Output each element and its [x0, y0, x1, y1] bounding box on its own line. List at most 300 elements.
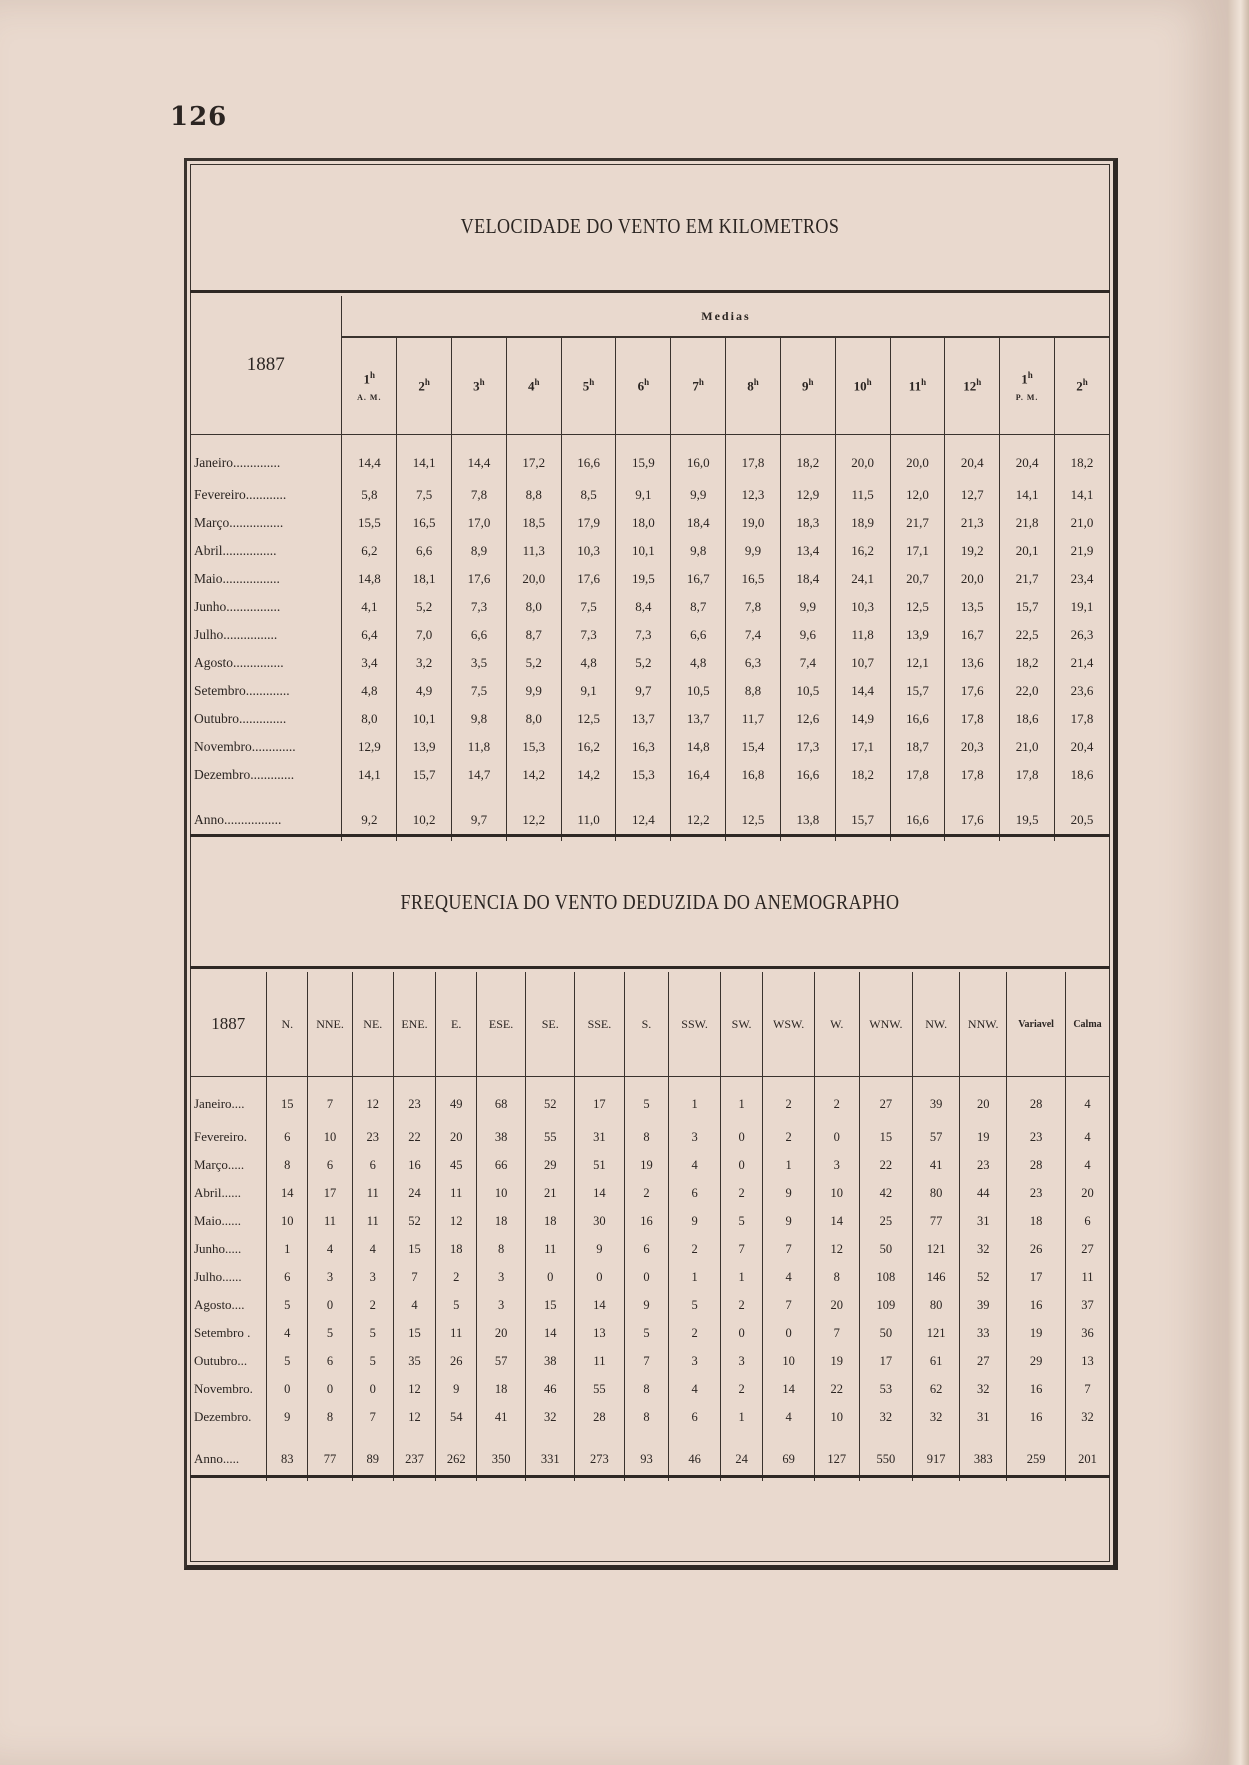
table-cell: 14: [575, 1291, 624, 1319]
table-cell: 0: [308, 1291, 353, 1319]
table-cell: 8: [624, 1403, 669, 1431]
table-cell: 262: [436, 1431, 477, 1481]
table-cell: 77: [308, 1431, 353, 1481]
table-cell: 14: [575, 1179, 624, 1207]
table-cell: 17,1: [890, 537, 945, 565]
table-cell: 6: [267, 1263, 308, 1291]
table-cell: 550: [859, 1431, 912, 1481]
table-cell: 32: [1066, 1403, 1110, 1431]
table-cell: 15: [526, 1291, 575, 1319]
table-cell: 44: [960, 1179, 1007, 1207]
velocity-table: [190, 296, 1110, 841]
table-cell: 14: [814, 1207, 859, 1235]
table-cell: 6: [308, 1347, 353, 1375]
row-label: Julho......: [190, 1263, 267, 1291]
table-cell: 22: [859, 1151, 912, 1179]
table-cell: 0: [575, 1263, 624, 1291]
hour-header: [561, 337, 616, 435]
hour-suffix: h: [644, 377, 650, 388]
hour-header: [726, 337, 781, 435]
table-cell: 16,6: [780, 761, 835, 793]
table-cell: 5: [624, 1319, 669, 1347]
table-cell: 17,1: [835, 733, 890, 761]
table-row: [190, 1403, 1110, 1431]
table-cell: 3: [477, 1291, 526, 1319]
hour-number: 5: [582, 378, 590, 394]
table-cell: 4: [308, 1235, 353, 1263]
table-cell: 29: [526, 1151, 575, 1179]
table-cell: 15,7: [397, 761, 452, 793]
table-cell: 17,8: [726, 435, 781, 482]
table-cell: 4,8: [342, 677, 397, 705]
table-cell: 13,7: [616, 705, 671, 733]
table-cell: 18,7: [890, 733, 945, 761]
table-cell: 10,1: [397, 705, 452, 733]
table-cell: 5,2: [616, 649, 671, 677]
direction-header: SE.: [526, 972, 575, 1077]
hour-number: 7: [692, 378, 699, 394]
table-cell: 0: [720, 1319, 763, 1347]
table-cell: 55: [575, 1375, 624, 1403]
table-cell: 12,4: [616, 793, 671, 841]
table-cell: 13,8: [780, 793, 835, 841]
table-cell: 15,7: [890, 677, 945, 705]
table-cell: 9,2: [342, 793, 397, 841]
table-cell: 57: [477, 1347, 526, 1375]
table-cell: 20: [814, 1291, 859, 1319]
table-cell: 26: [436, 1347, 477, 1375]
table-cell: 201: [1066, 1431, 1110, 1481]
table-cell: 19,5: [1000, 793, 1055, 841]
table-row: [190, 649, 1110, 677]
table-cell: 21,8: [1000, 509, 1055, 537]
page-number: 126: [170, 102, 228, 132]
table-cell: 18: [436, 1235, 477, 1263]
table-row: [190, 1207, 1110, 1235]
direction-header: ESE.: [477, 972, 526, 1077]
hour-header: [1000, 337, 1055, 435]
table-cell: 36: [1066, 1319, 1110, 1347]
table-cell: 11: [526, 1235, 575, 1263]
table-cell: 7: [624, 1347, 669, 1375]
table-row: [190, 435, 1110, 482]
table-cell: 10,5: [780, 677, 835, 705]
table-cell: 6,2: [342, 537, 397, 565]
table-cell: 9: [763, 1179, 814, 1207]
table-cell: 237: [393, 1431, 436, 1481]
table-cell: 21,4: [1054, 649, 1109, 677]
table-cell: 21,9: [1054, 537, 1109, 565]
frequency-title: FREQUENCIA DO VENTO DEDUZIDA DO ANEMOGRAPHO: [400, 890, 900, 914]
table-cell: 41: [913, 1151, 960, 1179]
table-cell: 61: [913, 1347, 960, 1375]
table-cell: 9,7: [616, 677, 671, 705]
table-cell: 18: [1007, 1207, 1066, 1235]
table-cell: 20,0: [506, 565, 561, 593]
table-cell: 24: [393, 1179, 436, 1207]
table-cell: 17,3: [780, 733, 835, 761]
table-cell: 14,7: [452, 761, 507, 793]
hour-suffix: h: [479, 377, 485, 388]
table-cell: 14,2: [561, 761, 616, 793]
table-cell: 16,4: [671, 761, 726, 793]
table-cell: 18,4: [780, 565, 835, 593]
table-cell: 10,2: [397, 793, 452, 841]
table-cell: 2: [436, 1263, 477, 1291]
table-cell: 42: [859, 1179, 912, 1207]
table-cell: 19,5: [616, 565, 671, 593]
table-cell: 6: [308, 1151, 353, 1179]
table-cell: 1: [720, 1263, 763, 1291]
table-cell: 89: [352, 1431, 393, 1481]
table-cell: 8,0: [506, 705, 561, 733]
table-cell: 17,9: [561, 509, 616, 537]
table-cell: 4: [763, 1403, 814, 1431]
table-cell: 66: [477, 1151, 526, 1179]
table-cell: 38: [526, 1347, 575, 1375]
table-cell: 14,1: [397, 435, 452, 482]
direction-header: E.: [436, 972, 477, 1077]
table-cell: 146: [913, 1263, 960, 1291]
table-cell: 14: [526, 1319, 575, 1347]
hour-header: [397, 337, 452, 435]
table-cell: 11: [352, 1179, 393, 1207]
table-cell: 12: [393, 1375, 436, 1403]
table-cell: 350: [477, 1431, 526, 1481]
table-cell: 16,6: [890, 793, 945, 841]
hour-number: 11: [908, 378, 922, 394]
table-cell: 7,4: [780, 649, 835, 677]
table-cell: 7,5: [561, 593, 616, 621]
table-cell: 31: [960, 1403, 1007, 1431]
table-cell: 20: [1066, 1179, 1110, 1207]
table-cell: 22: [393, 1123, 436, 1151]
medias-header: Medias: [342, 296, 1110, 337]
hour-suffix: h: [753, 377, 759, 388]
table-cell: 32: [859, 1403, 912, 1431]
table-cell: 5,2: [397, 593, 452, 621]
table-row: [190, 1291, 1110, 1319]
table-cell: 6,6: [397, 537, 452, 565]
table-cell: 16,8: [726, 761, 781, 793]
table-cell: 17,2: [506, 435, 561, 482]
table-cell: 49: [436, 1077, 477, 1124]
table-row: [190, 705, 1110, 733]
hour-suffix: h: [370, 369, 376, 380]
frequency-top-rule: [190, 966, 1110, 969]
frequency-table: [190, 972, 1110, 1481]
table-cell: 5: [669, 1291, 720, 1319]
table-cell: 20,5: [1054, 793, 1109, 841]
table-cell: 12: [352, 1077, 393, 1124]
table-cell: 17: [1007, 1263, 1066, 1291]
table-cell: 383: [960, 1431, 1007, 1481]
table-cell: 4: [267, 1319, 308, 1347]
table-cell: 7,3: [561, 621, 616, 649]
table-cell: 0: [720, 1151, 763, 1179]
row-label: Maio......: [190, 1207, 267, 1235]
table-cell: 22,0: [1000, 677, 1055, 705]
table-cell: 13,9: [397, 733, 452, 761]
table-cell: 5,2: [506, 649, 561, 677]
table-cell: 7,3: [616, 621, 671, 649]
table-cell: 25: [859, 1207, 912, 1235]
table-cell: 21,7: [1000, 565, 1055, 593]
table-cell: 13,5: [945, 593, 1000, 621]
table-cell: 121: [913, 1319, 960, 1347]
table-cell: 18,9: [835, 509, 890, 537]
table-cell: 19: [960, 1123, 1007, 1151]
table-cell: 15,4: [726, 733, 781, 761]
table-cell: 15,5: [342, 509, 397, 537]
table-cell: 20: [960, 1077, 1007, 1124]
hour-number: 8: [747, 378, 754, 394]
row-label: Março.....: [190, 1151, 267, 1179]
table-cell: 93: [624, 1431, 669, 1481]
table-cell: 0: [267, 1375, 308, 1403]
table-cell: 53: [859, 1375, 912, 1403]
table-cell: 45: [436, 1151, 477, 1179]
table-cell: 10,5: [671, 677, 726, 705]
table-cell: 16,2: [835, 537, 890, 565]
table-cell: 32: [960, 1235, 1007, 1263]
row-label: Agosto....: [190, 1291, 267, 1319]
hour-header: [835, 337, 890, 435]
table-cell: 12,9: [342, 733, 397, 761]
table-cell: 62: [913, 1375, 960, 1403]
hour-period: P. M.: [1015, 393, 1039, 403]
table-cell: 18: [526, 1207, 575, 1235]
table-cell: 68: [477, 1077, 526, 1124]
table-cell: 32: [960, 1375, 1007, 1403]
table-cell: 10: [814, 1179, 859, 1207]
table-cell: 2: [720, 1375, 763, 1403]
table-cell: 17,6: [561, 565, 616, 593]
table-row: [190, 537, 1110, 565]
table-cell: 7,8: [726, 593, 781, 621]
table-cell: 19: [1007, 1319, 1066, 1347]
row-label: Novembro.: [190, 1375, 267, 1403]
table-cell: 2: [669, 1319, 720, 1347]
table-cell: 13: [575, 1319, 624, 1347]
table-cell: 12: [393, 1403, 436, 1431]
hour-header: [671, 337, 726, 435]
hour-number: 9: [802, 378, 809, 394]
table-cell: 30: [575, 1207, 624, 1235]
table-cell: 18,5: [506, 509, 561, 537]
velocity-year: 1887: [190, 296, 342, 435]
hour-number: 4: [527, 378, 535, 394]
table-cell: 21,0: [1000, 733, 1055, 761]
table-cell: 18: [477, 1375, 526, 1403]
table-cell: 12,7: [945, 481, 1000, 509]
table-cell: 6: [669, 1179, 720, 1207]
page-edge: [1228, 0, 1249, 1765]
table-cell: 11: [308, 1207, 353, 1235]
table-cell: 11,0: [561, 793, 616, 841]
row-label: Novembro.............: [190, 733, 342, 761]
table-row: [190, 509, 1110, 537]
table-cell: 9,9: [506, 677, 561, 705]
table-cell: 17,8: [945, 705, 1000, 733]
table-cell: 8,8: [506, 481, 561, 509]
table-cell: 11: [575, 1347, 624, 1375]
table-cell: 6,6: [671, 621, 726, 649]
table-row: [190, 1431, 1110, 1481]
table-cell: 16,7: [671, 565, 726, 593]
table-cell: 12,5: [890, 593, 945, 621]
table-cell: 8: [624, 1375, 669, 1403]
table-cell: 917: [913, 1431, 960, 1481]
table-cell: 15,3: [506, 733, 561, 761]
table-cell: 3: [720, 1347, 763, 1375]
row-label: Janeiro..............: [190, 435, 342, 482]
table-cell: 20,0: [835, 435, 890, 482]
table-cell: 54: [436, 1403, 477, 1431]
table-cell: 9: [436, 1375, 477, 1403]
table-cell: 12: [436, 1207, 477, 1235]
table-cell: 15: [859, 1123, 912, 1151]
direction-header: SSE.: [575, 972, 624, 1077]
hour-suffix: h: [866, 377, 872, 388]
table-cell: 16: [1007, 1375, 1066, 1403]
table-cell: 6: [669, 1403, 720, 1431]
table-cell: 109: [859, 1291, 912, 1319]
table-cell: 1: [720, 1403, 763, 1431]
table-cell: 13,7: [671, 705, 726, 733]
table-cell: 10,3: [835, 593, 890, 621]
table-cell: 15: [393, 1235, 436, 1263]
table-cell: 7: [763, 1235, 814, 1263]
table-cell: 17,8: [1000, 761, 1055, 793]
hour-suffix: h: [534, 377, 540, 388]
table-cell: 41: [477, 1403, 526, 1431]
table-cell: 11,7: [726, 705, 781, 733]
table-cell: 2: [763, 1123, 814, 1151]
table-row: [190, 1235, 1110, 1263]
table-cell: 4,9: [397, 677, 452, 705]
table-cell: 7,8: [452, 481, 507, 509]
table-cell: 7: [720, 1235, 763, 1263]
table-cell: 7: [308, 1077, 353, 1124]
table-cell: 7,3: [452, 593, 507, 621]
table-cell: 14,4: [342, 435, 397, 482]
table-row: [190, 621, 1110, 649]
table-cell: 15,7: [835, 793, 890, 841]
table-cell: 46: [526, 1375, 575, 1403]
table-row: [190, 1179, 1110, 1207]
table-cell: 127: [814, 1431, 859, 1481]
table-cell: 5: [267, 1347, 308, 1375]
table-cell: 3,5: [452, 649, 507, 677]
table-cell: 29: [1007, 1347, 1066, 1375]
table-cell: 16,2: [561, 733, 616, 761]
direction-header: NNE.: [308, 972, 353, 1077]
table-cell: 19: [814, 1347, 859, 1375]
hour-header: [890, 337, 945, 435]
table-cell: 10,3: [561, 537, 616, 565]
table-cell: 19,1: [1054, 593, 1109, 621]
table-cell: 51: [575, 1151, 624, 1179]
direction-header: NE.: [352, 972, 393, 1077]
table-cell: 7,5: [397, 481, 452, 509]
table-cell: 8,9: [452, 537, 507, 565]
table-cell: 11,3: [506, 537, 561, 565]
table-cell: 39: [960, 1291, 1007, 1319]
table-cell: 21,3: [945, 509, 1000, 537]
table-cell: 19,2: [945, 537, 1000, 565]
table-cell: 121: [913, 1235, 960, 1263]
table-cell: 3: [477, 1263, 526, 1291]
table-cell: 39: [913, 1077, 960, 1124]
table-row: [190, 481, 1110, 509]
row-label: Junho.....: [190, 1235, 267, 1263]
table-cell: 16: [624, 1207, 669, 1235]
table-cell: 38: [477, 1123, 526, 1151]
table-cell: 35: [393, 1347, 436, 1375]
table-cell: 8,4: [616, 593, 671, 621]
table-cell: 9,9: [671, 481, 726, 509]
row-label: Agosto...............: [190, 649, 342, 677]
table-cell: 16,6: [890, 705, 945, 733]
table-cell: 17: [859, 1347, 912, 1375]
row-label: Janeiro....: [190, 1077, 267, 1124]
table-cell: 2: [669, 1235, 720, 1263]
table-cell: 23,4: [1054, 565, 1109, 593]
table-cell: 4: [669, 1151, 720, 1179]
table-cell: 5: [720, 1207, 763, 1235]
table-row: [190, 1123, 1110, 1151]
table-cell: 18,4: [671, 509, 726, 537]
hour-header: [342, 337, 397, 435]
table-cell: 7,0: [397, 621, 452, 649]
table-cell: 16: [1007, 1403, 1066, 1431]
velocity-bottom-rule: [190, 834, 1110, 837]
table-cell: 3: [352, 1263, 393, 1291]
table-cell: 108: [859, 1263, 912, 1291]
table-cell: 8: [477, 1235, 526, 1263]
table-cell: 14,8: [342, 565, 397, 593]
table-cell: 11,8: [835, 621, 890, 649]
row-label: Outubro..............: [190, 705, 342, 733]
direction-header: N.: [267, 972, 308, 1077]
table-cell: 52: [526, 1077, 575, 1124]
table-cell: 8,7: [671, 593, 726, 621]
table-cell: 19,0: [726, 509, 781, 537]
direction-header: ENE.: [393, 972, 436, 1077]
table-cell: 273: [575, 1431, 624, 1481]
table-cell: 9: [624, 1291, 669, 1319]
table-cell: 17,6: [945, 793, 1000, 841]
direction-header: W.: [814, 972, 859, 1077]
table-cell: 13,6: [945, 649, 1000, 677]
row-label: Março................: [190, 509, 342, 537]
table-cell: 27: [859, 1077, 912, 1124]
table-cell: 3: [308, 1263, 353, 1291]
row-label: Dezembro.............: [190, 761, 342, 793]
table-cell: 7,5: [452, 677, 507, 705]
table-cell: 11: [436, 1319, 477, 1347]
hour-number: 1: [1021, 371, 1028, 387]
hour-header: [945, 337, 1000, 435]
frequency-bottom-rule: [190, 1475, 1110, 1478]
table-cell: 2: [763, 1077, 814, 1124]
table-cell: 16: [1007, 1291, 1066, 1319]
table-cell: 2: [814, 1077, 859, 1124]
hour-period: A. M.: [357, 393, 382, 403]
velocity-title: VELOCIDADE DO VENTO EM KILOMETROS: [460, 214, 840, 238]
table-cell: 50: [859, 1235, 912, 1263]
